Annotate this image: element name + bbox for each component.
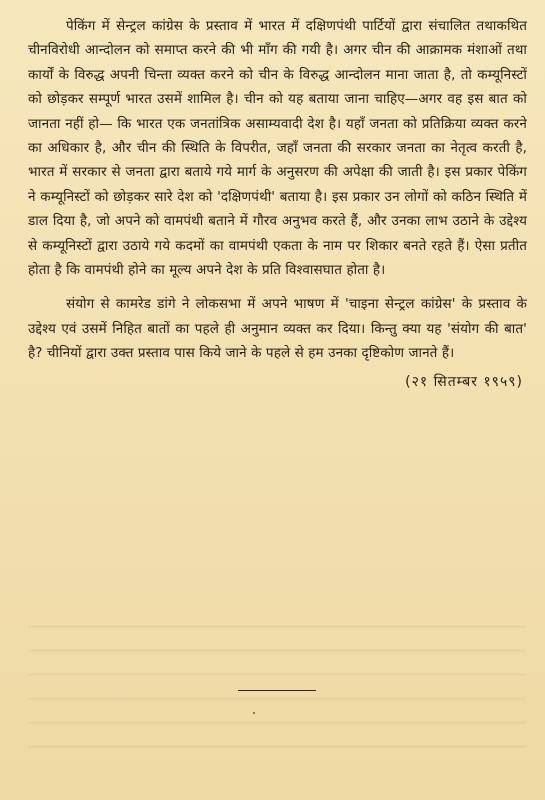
section-divider: [238, 690, 316, 691]
page-speck: [253, 712, 255, 714]
paragraph-1: पेकिंग में सेन्ट्रल कांग्रेस के प्रस्ताव में भारत में दक्षिणपंथी पार्टियों द्वारा संचालित तथाकथित चीनविरोधी आन्दोलन को समाप्त करने की भी माँग की गयी है। अगर चीन की आक्रामक मंशाओं तथा कार्यों के विरुद्ध अपनी चिन्ता व्यक्त करने को चीन के विरुद्ध आन्दोलन माना जाता है, तो कम्यूनिस्टों को छोड़कर सम्पूर्ण भारत उसमें शामिल है। चीन को यह बताया जाना चाहिए—अगर वह इस बात को जानता नहीं हो— कि भारत एक जनतांत्रिक असाम्यवादी देश है। यहाँ जनता को प्रतिक्रिया व्यक्त करने का अधिकार है, और चीन की स्थिति के विपरीत, जहाँ जनता की सरकार जनता का नेतृत्व करती है, भारत में सरकार से जनता द्वारा बताये गये मार्ग के अनुसरण की अपेक्षा की जाती है। इस प्रकार पेकिंग ने कम्यूनिस्टों को छोड़कर सारे देश को 'दक्षिणपंथी' बताया है। इस प्रकार उन लोगों को कठिन स्थिति में डाल दिया है, जो अपने को वामपंथी बताने में गौरव अनुभव करते हैं, और उनका लाभ उठाने के उद्देश्य से कम्यूनिस्टों द्वारा उठाये गये कदमों का वामपंथी एकता के नाम पर शिकार बनते रहते हैं। ऐसा प्रतीत होता है कि वामपंथी होने का मूल्य अपने देश के प्रति विश्वासघात होता है।: [28, 18, 527, 279]
dateline: (२१ सितम्बर १९५९): [405, 373, 523, 390]
bleed-through-texture: [28, 605, 525, 755]
paragraph-2: संयोग से कामरेड डांगे ने लोकसभा में अपने भाषण में 'चाइना सेन्ट्रल कांग्रेस' के प्रस्ताव के उद्देश्य एवं उसमें निहित बातों का पहले ही अनुमान व्यक्त कर दिया। किन्तु क्या यह 'संयोग की बात' है? चीनियों द्वारा उक्त प्रस्ताव पास किये जाने के पहले से हम उनका दृष्टिकोण जानते हैं।: [28, 296, 527, 362]
